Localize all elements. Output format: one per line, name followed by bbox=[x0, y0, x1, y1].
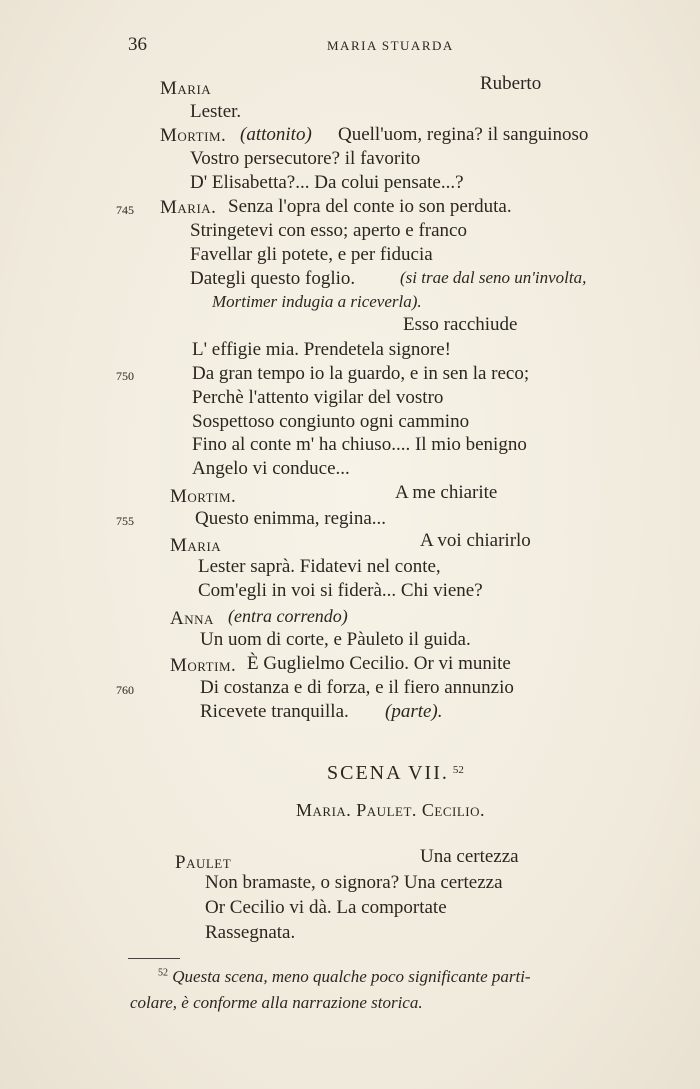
footnote-line: $^{52}$ Questa scena, meno qualche poco significante parti- bbox=[158, 967, 531, 986]
verse-line: Quell'uom, regina? il sanguinoso bbox=[338, 124, 589, 145]
stage-direction: (parte). bbox=[385, 701, 443, 722]
speaker-label: Maria bbox=[170, 535, 222, 556]
verse-line-right: Una certezza bbox=[420, 846, 519, 867]
footnote-number: 52 bbox=[158, 967, 168, 979]
stage-direction: (attonito) bbox=[240, 124, 312, 145]
speaker-label: Anna bbox=[170, 608, 214, 629]
verse-line-right: Esso racchiude bbox=[403, 314, 518, 335]
verse-line: Stringetevi con esso; aperto e franco bbox=[190, 220, 467, 241]
verse-line: Angelo vi conduce... bbox=[192, 458, 350, 479]
verse-line: Dategli questo foglio. bbox=[190, 268, 356, 289]
verse-line: Com'egli in voi si fiderà... Chi viene? bbox=[198, 580, 483, 601]
verse-line: Fino al conte m' ha chiuso.... Il mio benigno bbox=[192, 434, 527, 455]
line-number: 750 bbox=[116, 369, 134, 383]
verse-line: Lester saprà. Fidatevi nel conte, bbox=[198, 556, 441, 577]
verse-line: Rassegnata. bbox=[205, 922, 296, 943]
running-title: MARIA STUARDA bbox=[327, 38, 454, 53]
verse-line: Perchè l'attento vigilar del vostro bbox=[192, 387, 444, 408]
page-number: 36 bbox=[128, 34, 147, 55]
verse-line: Or Cecilio vi dà. La comportate bbox=[205, 897, 447, 918]
verse-line: D' Elisabetta?... Da colui pensate...? bbox=[190, 172, 464, 193]
line-number: 760 bbox=[116, 683, 134, 697]
line-number: 755 bbox=[116, 514, 134, 528]
verse-line: È Guglielmo Cecilio. Or vi munite bbox=[247, 653, 511, 674]
verse-line: Di costanza e di forza, e il fiero annunzio bbox=[200, 677, 514, 698]
verse-line: Sospettoso congiunto ogni cammino bbox=[192, 411, 470, 432]
scene-title: SCENA VII. $^{52}$ bbox=[327, 762, 464, 784]
stage-direction: (si trae dal seno un'involta, bbox=[400, 268, 587, 287]
scene-characters: Maria. Paulet. Cecilio. bbox=[296, 800, 485, 820]
verse-line: Questo enimma, regina... bbox=[195, 508, 387, 529]
speaker-label: Paulet bbox=[175, 852, 232, 873]
speaker-label: Mortim. bbox=[170, 486, 237, 507]
speaker-label: Mortim. bbox=[170, 655, 237, 676]
speaker-label: Mortim. bbox=[160, 125, 227, 146]
verse-line: Da gran tempo io la guardo, e in sen la reco; bbox=[192, 363, 530, 384]
footnote-rule bbox=[128, 958, 180, 959]
verse-line: Un uom di corte, e Pàuleto il guida. bbox=[200, 629, 471, 650]
verse-line: Non bramaste, o signora? Una certezza bbox=[205, 872, 503, 893]
verse-line: Senza l'opra del conte io son perduta. bbox=[228, 196, 512, 217]
line-number: 745 bbox=[116, 203, 134, 217]
verse-line-right: Ruberto bbox=[480, 73, 542, 94]
footnote-ref: 52 bbox=[452, 764, 464, 776]
stage-direction: (entra correndo) bbox=[228, 606, 348, 626]
verse-line: L' effigie mia. Prendetela signore! bbox=[192, 339, 451, 360]
speaker-label: Maria. bbox=[160, 197, 217, 218]
footnote-line: colare, è conforme alla narrazione storica. bbox=[130, 993, 423, 1012]
stage-direction: Mortimer indugia a riceverla). bbox=[212, 292, 422, 311]
verse-line-right: A voi chiarirlo bbox=[420, 530, 531, 551]
verse-line: Ricevete tranquilla. bbox=[200, 701, 349, 722]
verse-line: Lester. bbox=[190, 101, 242, 122]
speaker-label: Maria bbox=[160, 78, 212, 99]
verse-line-right: A me chiarite bbox=[395, 482, 498, 503]
verse-line: Favellar gli potete, e per fiducia bbox=[190, 244, 433, 265]
verse-line: Vostro persecutore? il favorito bbox=[190, 148, 421, 169]
